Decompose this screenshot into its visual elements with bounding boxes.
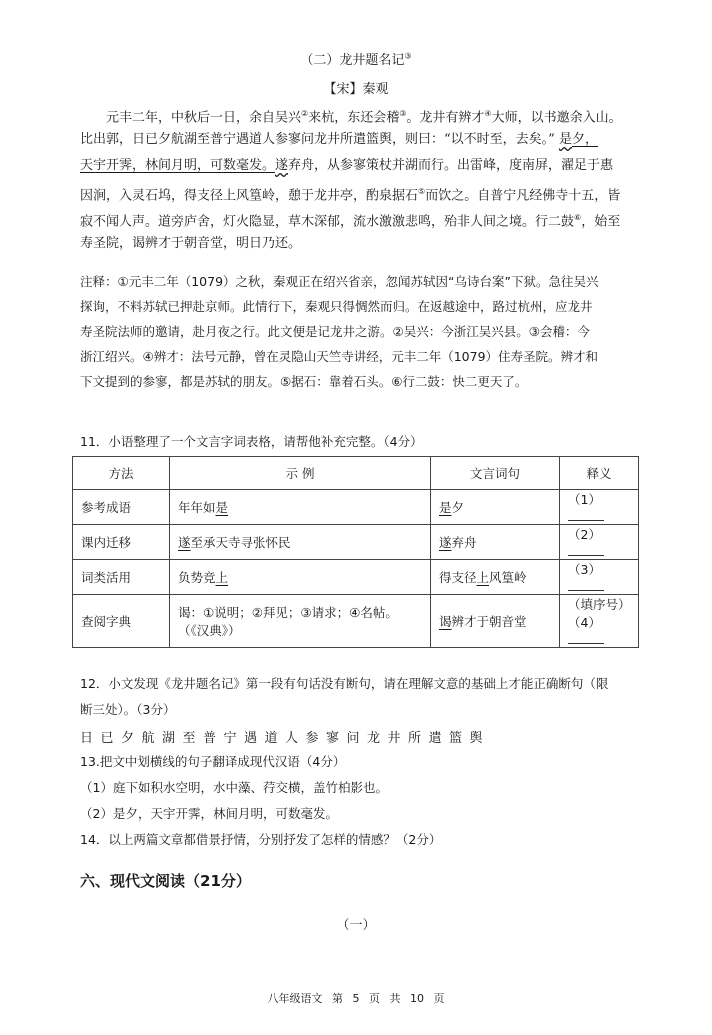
- question-12-line1: 12．小文发现《龙井题名记》第一段有句话没有断句，请在理解文意的基础上才能正确断句（限: [80, 676, 609, 691]
- row4-phrase: 谒辨才于朝音堂: [431, 595, 560, 648]
- row2-example: 遂至承天寺寻张怀民: [170, 525, 431, 560]
- passage-line: [80, 179, 640, 205]
- question-12-line2: 断三处）。（3分）: [80, 702, 176, 717]
- table-row: [73, 490, 639, 525]
- note-line: 探询，不料苏轼已押赴京师。此情行下，秦观只得惆然而归。在返越途中，路过杭州，应龙井: [80, 299, 593, 314]
- row3-meaning: （3）: [560, 560, 639, 595]
- row3-method: 词类活用: [73, 560, 170, 595]
- answer-blank-2[interactable]: [568, 543, 604, 556]
- note-marker: ②: [301, 109, 309, 118]
- question-14: 14．以上两篇文章都借景抒情，分别抒发了怎样的情感？（2分）: [80, 832, 442, 847]
- passage-line: [80, 153, 640, 179]
- header-method: 方法: [73, 457, 170, 490]
- note-line: 下文提到的参寥，都是苏轼的朋友。⑤据石：靠着石头。⑥行二鼓：快二更天了。: [80, 374, 528, 389]
- answer-blank-4[interactable]: [568, 631, 604, 644]
- table-row: [73, 525, 639, 560]
- passage-text-run: 。龙井有辨才: [406, 110, 485, 126]
- sentence-to-punctuate[interactable]: 日已夕航湖至普宁遇道人参寥问龙井所遣篮舆: [80, 731, 491, 746]
- note-line: 注释：①元丰二年（1079）之秋，秦观正在绍兴省亲，忽闻苏轼因“乌诗台案”下狱。急往吴兴: [80, 274, 599, 289]
- question-13: 13.把文中划横线的句子翻译成现代汉语（4分）: [80, 754, 346, 769]
- table-header-row: [73, 457, 639, 490]
- passage-text-run: 遂: [275, 158, 289, 173]
- question-13-sentence-1: （1）庭下如积水空明，水中藻、荇交横，盖竹柏影也。: [80, 780, 388, 795]
- passage-text-run: 是: [558, 132, 572, 147]
- row3-example: 负势竞上: [170, 560, 431, 595]
- table-row: [73, 595, 639, 648]
- answer-blank-3[interactable]: [568, 578, 604, 591]
- passage-title: （二）龙井题名记③: [300, 51, 412, 68]
- row4-meaning: （填序号） （4）: [560, 595, 639, 648]
- passage-text-run: 来杭，东还会稽: [308, 110, 400, 126]
- passage-text-run: ，始至: [581, 214, 621, 230]
- passage-line: [80, 231, 640, 257]
- row1-method: 参考成语: [73, 490, 170, 525]
- note-marker: ⑥: [574, 213, 582, 222]
- passage-line: [80, 205, 640, 231]
- passage-text-run: 因涧，入灵石坞，得支径上风篁岭，憩于龙井亭，酌泉据石: [80, 188, 419, 204]
- header-example: 示 例: [170, 457, 431, 490]
- answer-blank-1[interactable]: [568, 508, 604, 521]
- row1-phrase: 是夕: [431, 490, 560, 525]
- note-marker: ⑤: [418, 187, 426, 196]
- header-meaning: 释义: [560, 457, 639, 490]
- section-6-subtitle: （一）: [336, 918, 376, 933]
- passage-text-run: 比出郭，日已夕航湖至普宁遇道人参寥问龙井所遣篮舆，则曰：“以不时至，去矣。”: [80, 132, 559, 147]
- word-table: [72, 456, 639, 648]
- row1-meaning: （1）: [560, 490, 639, 525]
- passage-notes: [80, 269, 640, 394]
- passage-text-run: 天宇开霁，林间月明，可数毫发。: [80, 158, 276, 173]
- passage-text-run: 元丰二年，中秋后一日，余自吴兴: [106, 110, 302, 126]
- passage-text-run: 而饮之。自普宁凡经佛寺十五，皆: [425, 188, 621, 204]
- table-row: [73, 560, 639, 595]
- title-note-marker: ③: [404, 51, 412, 61]
- note-line: 浙江绍兴。④辨才：法号元静，曾在灵隐山天竺寺讲经，元丰二年（1079）住寿圣院。辨才和: [80, 349, 599, 364]
- note-marker: ③: [399, 109, 407, 118]
- passage-text-run: 寂不闻人声。道旁庐舍，灯火隐显，草木深郁，流水激激悲鸣，殆非人间之境。行二鼓: [80, 214, 575, 230]
- note-line: 寿圣院法师的邀请，赴月夜之行。此文便是记龙井之游。②吴兴：今浙江吴兴县。③会稽：今: [80, 324, 590, 339]
- row3-phrase: 得支径上风篁岭: [431, 560, 560, 595]
- passage-text-run: 夕，: [571, 132, 598, 147]
- passage-text: [80, 101, 640, 257]
- section-6-title: 六、现代文阅读（21分）: [80, 872, 251, 890]
- passage-text-run: 弃舟，从参寥策杖并湖而行。出雷峰，度南屏，濯足于惠: [288, 158, 614, 173]
- row2-meaning: （2）: [560, 525, 639, 560]
- passage-line: [80, 101, 640, 127]
- passage-author: 【宋】秦观: [323, 82, 389, 97]
- row1-example: 年年如是: [170, 490, 431, 525]
- row4-example: 谒：①说明；②拜见；③请求；④名帖。 （《汉典》）: [170, 595, 431, 648]
- passage-line: [80, 127, 640, 153]
- row2-phrase: 遂弃舟: [431, 525, 560, 560]
- row2-method: 课内迁移: [73, 525, 170, 560]
- page-footer: 八年级语文 第 5 页 共 10 页: [267, 992, 445, 1005]
- question-11: 11．小语整理了一个文言字词表格，请帮他补充完整。（4分）: [80, 434, 423, 449]
- row4-method: 查阅字典: [73, 595, 170, 648]
- note-marker: ④: [484, 109, 492, 118]
- passage-text-run: 大师，以书邀余入山。: [491, 110, 622, 126]
- question-13-sentence-2: （2）是夕，天宇开霁，林间月明，可数毫发。: [80, 806, 338, 821]
- header-phrase: 文言词句: [431, 457, 560, 490]
- passage-text-run: 寿圣院，谒辨才于朝音堂，明日乃还。: [80, 236, 302, 251]
